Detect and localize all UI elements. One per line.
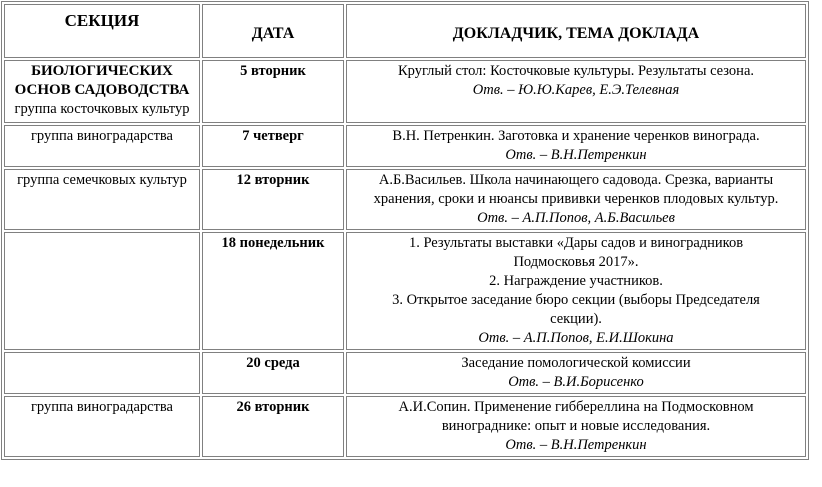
section-cell	[4, 352, 200, 394]
date-cell: 5 вторник	[202, 60, 344, 123]
table-row	[4, 60, 806, 123]
topic-line: Подмосковья 2017».	[513, 254, 639, 270]
topic-cell	[346, 396, 806, 457]
section-group: группа косточковых культур	[14, 101, 190, 117]
section-cell	[4, 232, 200, 350]
section-cell: группа семечковых культур	[4, 169, 200, 230]
topic-line: хранения, сроки и нюансы прививки черенков плодовых культур.	[373, 191, 779, 207]
topic-cell	[346, 352, 806, 394]
table-row	[4, 396, 806, 457]
date-cell: 12 вторник	[202, 169, 344, 230]
responsible: Отв. – В.И.Борисенко	[508, 374, 644, 390]
topic-line: 2. Награждение участников.	[489, 273, 663, 289]
table-row	[4, 352, 806, 394]
responsible: Отв. – А.П.Попов, А.Б.Васильев	[477, 210, 675, 226]
topic-line: 1. Результаты выставки «Дары садов и виноградников	[408, 235, 744, 251]
topic-line: Круглый стол: Косточковые культуры. Результаты сезона.	[397, 63, 755, 79]
section-cell: группа виноградарства	[4, 125, 200, 167]
date-cell: 18 понедельник	[202, 232, 344, 350]
responsible: Отв. – В.Н.Петренкин	[505, 147, 647, 163]
header-date: ДАТА	[202, 4, 344, 58]
topic-cell	[346, 232, 806, 350]
topic-line: А.И.Сопин. Применение гиббереллина на Подмосковном	[398, 399, 754, 415]
header-speaker-topic: ДОКЛАДЧИК, ТЕМА ДОКЛАДА	[346, 4, 806, 58]
topic-line: А.Б.Васильев. Школа начинающего садовода. Срезка, варианты	[378, 172, 774, 188]
header-section: СЕКЦИЯ	[4, 4, 200, 58]
table-header-row	[4, 4, 806, 58]
topic-cell	[346, 60, 806, 123]
table-row	[4, 125, 806, 167]
topic-line: 3. Открытое заседание бюро секции (выборы Председателя	[392, 292, 760, 308]
responsible: Отв. – В.Н.Петренкин	[505, 437, 647, 453]
date-cell: 26 вторник	[202, 396, 344, 457]
date-cell: 7 четверг	[202, 125, 344, 167]
section-cell: группа виноградарства	[4, 396, 200, 457]
section-title-line: ОСНОВ САДОВОДСТВА	[14, 82, 190, 98]
section-cell	[4, 60, 200, 123]
date-cell: 20 среда	[202, 352, 344, 394]
responsible: Отв. – Ю.Ю.Карев, Е.Э.Телевная	[472, 82, 680, 98]
topic-cell	[346, 169, 806, 230]
topic-line: секции).	[550, 311, 602, 327]
topic-line: винограднике: опыт и новые исследования.	[441, 418, 711, 434]
table-row	[4, 169, 806, 230]
topic-line: В.Н. Петренкин. Заготовка и хранение черенков винограда.	[392, 128, 760, 144]
topic-line: Заседание помологической комиссии	[461, 355, 691, 371]
table-row	[4, 232, 806, 350]
section-title-line: БИОЛОГИЧЕСКИХ	[31, 63, 173, 79]
topic-cell	[346, 125, 806, 167]
responsible: Отв. – А.П.Попов, Е.И.Шокина	[478, 330, 674, 346]
schedule-table	[1, 1, 809, 460]
